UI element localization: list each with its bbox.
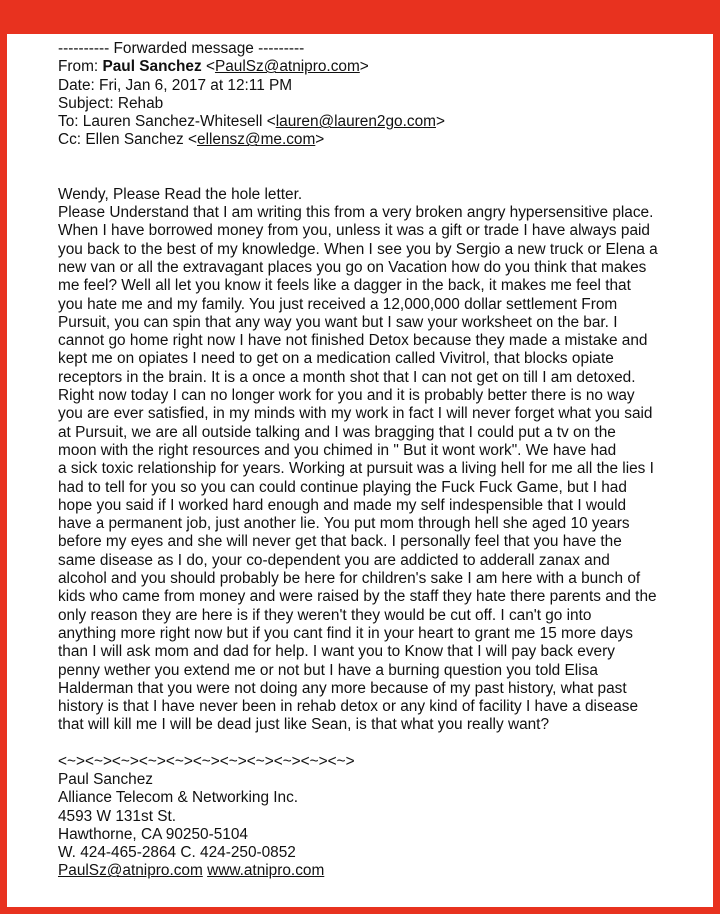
to-email-link[interactable]: lauren@lauren2go.com [275,113,436,131]
to-close: > [435,113,445,131]
signature-phones: W. 424-465-2864 C. 424-250-0852 [58,844,296,862]
signature-block [58,753,698,881]
from-line [58,58,698,76]
body-line: alcohol and you should probably be here for children's sake I am here with a bunch of [58,570,641,588]
body-line: Pursuit, you can spin that any way you want but I saw your worksheet on the bar. I [58,313,618,331]
body-line: you back to the best of my knowledge. When I see you by Sergio a new truck or Elena a [58,240,658,258]
body-line: me feel? Well all let you know it feels like a dagger in the back, it makes me feel that [58,277,631,295]
to-prefix: To: Lauren Sanchez-Whitesell < [58,113,276,131]
signature-name: Paul Sanchez [58,770,153,788]
body-line: you hate me and my family. You just received a 12,000,000 dollar settlement From [58,295,618,313]
body-line: new van or all the extravagant places you go on Vacation how do you think that makes [58,258,647,276]
signature-website-link[interactable]: www.atnipro.com [207,862,325,880]
body-line: Please Understand that I am writing this from a very broken angry hypersensitive place. [58,204,654,222]
cc-prefix: Cc: Ellen Sanchez < [58,131,198,149]
body-line: Wendy, Please Read the hole letter. [58,185,303,203]
signature-street: 4593 W 131st St. [58,807,177,825]
body-line: moon with the right resources and you chimed in " But it wont work". We have had [58,441,617,459]
body-line: at Pursuit, we are all outside talking and I was bragging that I could put a tv on the [58,423,616,441]
spacer [58,150,698,186]
letter-body [58,186,698,735]
body-line: only reason they are here is if they weren't they would be cut off. I can't go into [58,606,592,624]
to-line [58,113,698,131]
body-line: had to tell for you so you can could continue playing the Fuck Fuck Game, but I had [58,478,627,496]
signature-city: Hawthorne, CA 90250-5104 [58,825,248,843]
from-open: < [201,58,215,76]
body-line: same disease as I do, your co-dependent you are addicted to adderall zanax and [58,551,610,569]
from-email-link[interactable]: PaulSz@atnipro.com [214,58,360,76]
body-line: kids who came from money and were raised by the staff they hate there parents and the [58,588,657,606]
body-line: cannot go home right now I have not finished Detox because they made a mistake and [58,332,648,350]
signature-company: Alliance Telecom & Networking Inc. [58,789,299,807]
email-document [58,40,698,881]
body-line: history is that I have never been in rehab detox or any kind of facility I have a disease [58,698,639,716]
body-line: Right now today I can no longer work for you and it is probably better there is no way [58,387,635,405]
body-line: a sick toxic relationship for years. Working at pursuit was a living hell for me all the lies I [58,460,654,478]
forwarded-message-line: ---------- Forwarded message --------- [58,40,305,57]
body-line: kept me on opiates I need to get on a medication called Vivitrol, that blocks opiate [58,350,614,368]
signature-links [58,862,698,880]
date-line: Date: Fri, Jan 6, 2017 at 12:11 PM [58,76,293,94]
body-line: than I will ask mom and dad for help. I want you to Know that I will pay back every [58,643,615,661]
body-line: hope you said if I worked hard enough and made my self indespensible that I would [58,496,627,514]
body-line: before my eyes and she will never get that back. I personally feel that you have the [58,533,622,551]
subject-line: Subject: Rehab [58,94,164,112]
body-line: anything more right now but if you cant find it in your heart to grant me 15 more days [58,624,633,642]
spacer [58,735,698,753]
from-name: Paul Sanchez [102,58,202,76]
body-line: you are ever satisfied, in my minds with my work in fact I will never forget what you said [58,405,653,423]
body-line: receptors in the brain. It is a once a month shot that I can not get on till I am detoxed. [58,368,636,386]
body-line: Halderman that you were not doing any more because of my past history, what past [58,679,627,697]
from-close: > [359,58,369,76]
body-line: When I have borrowed money from you, unless it was a gift or trade I have always paid [58,222,650,240]
body-line: penny wether you extend me or not but I have a burning question you told Elisa [58,661,598,679]
signature-divider: <~><~><~><~><~><~><~><~><~><~><~> [58,752,355,770]
signature-email-link[interactable]: PaulSz@atnipro.com [58,862,203,880]
cc-line [58,131,698,149]
body-line: that will kill me I will be dead just like Sean, is that what you really want? [58,716,550,734]
body-line: have a permanent job, just another lie. You put mom through hell she aged 10 years [58,515,630,533]
cc-email-link[interactable]: ellensz@me.com [197,131,316,149]
from-label: From: [58,58,103,76]
cc-close: > [315,131,325,149]
